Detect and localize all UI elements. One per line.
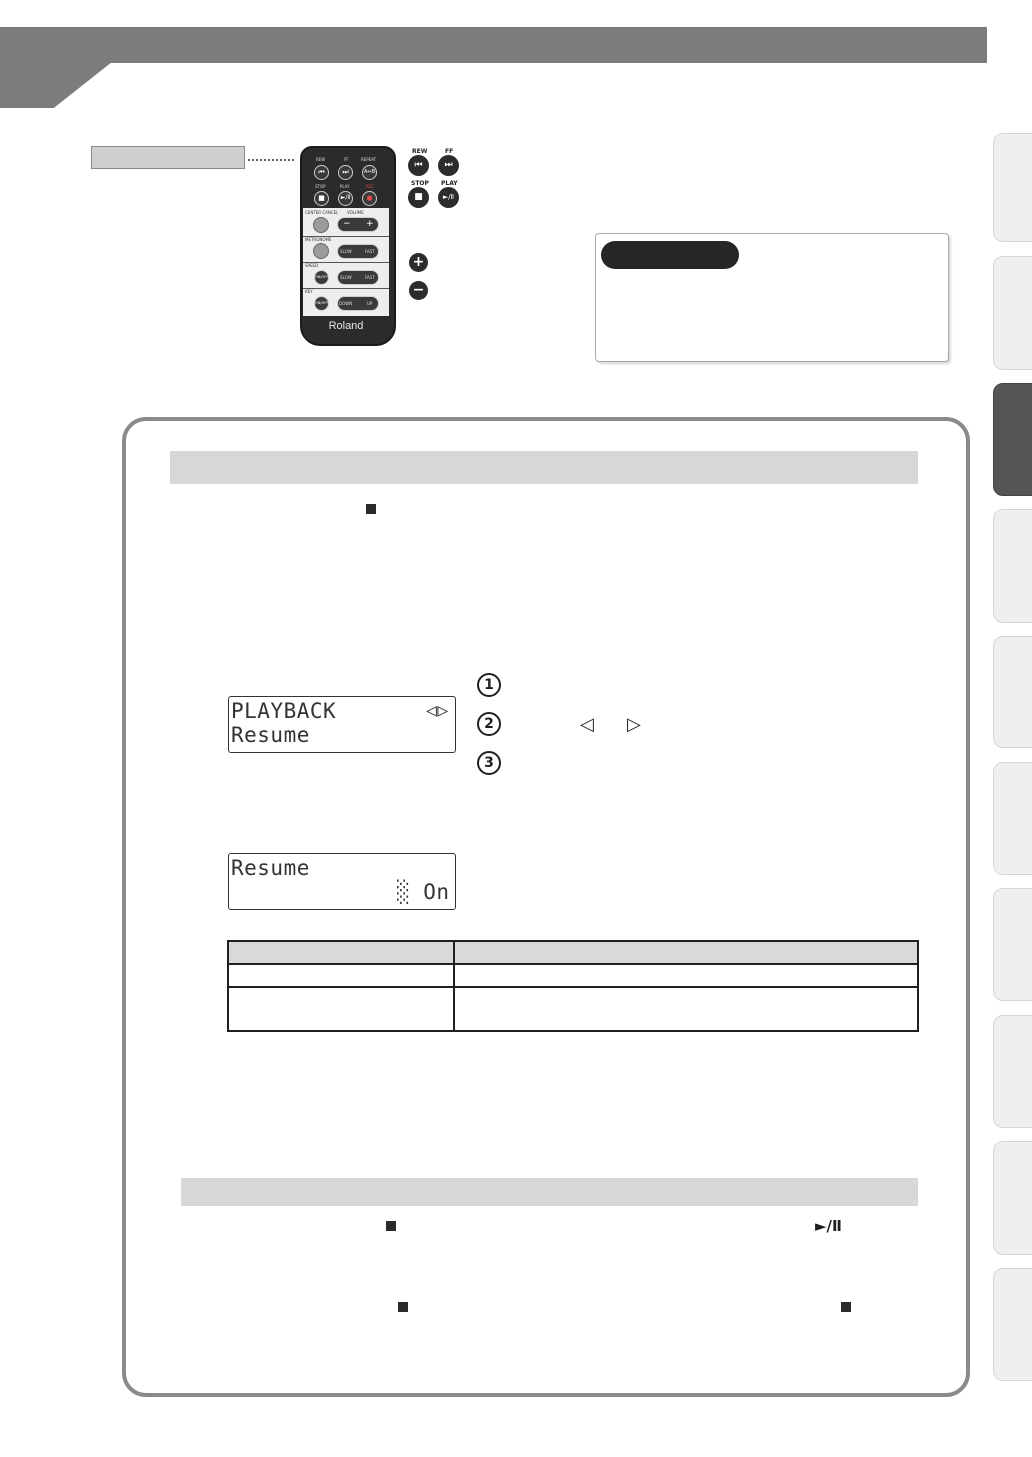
remote-volume-label: VOLUME — [347, 210, 364, 215]
table-row — [228, 964, 918, 987]
plus-button[interactable]: + — [409, 253, 428, 272]
side-tab-5[interactable] — [993, 636, 1032, 748]
side-tab-4[interactable] — [993, 509, 1032, 623]
remote-key-down[interactable]: DOWN — [339, 301, 353, 306]
table-cell — [228, 964, 454, 987]
lcd-line-2: ░ On — [397, 880, 450, 904]
ff-button[interactable]: ⏭ — [438, 155, 459, 176]
header-corner — [0, 62, 112, 108]
note-heading-pill — [601, 241, 739, 269]
right-arrow-icon: ▷ — [627, 714, 641, 735]
remote-key-onoff-button[interactable]: ON/OFF — [314, 296, 329, 311]
stop-square-icon — [386, 1221, 396, 1231]
remote-center-cancel-label: CENTER CANCEL — [305, 210, 339, 215]
table-header-cell — [228, 941, 454, 964]
side-tab-8[interactable] — [993, 1015, 1032, 1128]
lcd-line-1: PLAYBACK — [231, 699, 337, 723]
remote-speed-fast[interactable]: FAST — [365, 275, 375, 280]
side-tab-1[interactable] — [993, 133, 1032, 242]
table-header-cell — [454, 941, 918, 964]
rew-button[interactable]: ⏮ — [408, 155, 429, 176]
play-pause-button[interactable]: ►/Ⅱ — [438, 187, 459, 208]
step-number-1: 1 — [477, 673, 501, 697]
stop-button[interactable]: ■ — [408, 187, 429, 208]
header-bar — [0, 27, 987, 63]
lcd-display-playback — [228, 696, 456, 753]
stop-square-icon — [841, 1302, 851, 1312]
side-tab-3-active[interactable] — [993, 383, 1032, 496]
remote-ff-button[interactable]: ⏭ — [338, 165, 353, 180]
remote-repeat-label: REPEAT — [361, 157, 377, 162]
remote-key-label: KEY — [305, 289, 313, 294]
remote-speed-slow[interactable]: SLOW — [340, 275, 352, 280]
table-cell — [454, 964, 918, 987]
remote-metronome-slow[interactable]: SLOW — [340, 249, 352, 254]
step-number-3: 3 — [477, 751, 501, 775]
remote-speed-onoff-button[interactable]: ON/OFF — [314, 270, 329, 285]
table-row — [228, 987, 918, 1031]
remote-metronome-fast[interactable]: FAST — [365, 249, 375, 254]
remote-speed-label: SPEED — [305, 263, 319, 268]
remote-ab-repeat-button[interactable]: A↔B — [362, 165, 377, 180]
stop-label: STOP — [411, 180, 429, 187]
remote-volume-minus[interactable]: − — [343, 219, 351, 229]
stop-square-icon — [398, 1302, 408, 1312]
play-pause-icon: ►/Ⅱ — [815, 1217, 842, 1235]
side-tab-6[interactable] — [993, 762, 1032, 875]
left-arrow-icon: ◁ — [580, 714, 594, 735]
remote-rec-label: REC — [366, 184, 375, 189]
remote-divider — [303, 288, 389, 289]
minus-button[interactable]: − — [409, 281, 428, 300]
lcd-line-1: Resume — [231, 856, 310, 880]
remote-metronome-label: METRONOME — [305, 237, 332, 242]
table-cell — [228, 987, 454, 1031]
remote-rew-label: REW — [316, 157, 326, 162]
leader-line — [248, 159, 294, 161]
remote-play-button[interactable]: ►/Ⅱ — [338, 191, 353, 206]
lcd-arrows-icon: ◁▷ — [426, 700, 449, 721]
remote-key-up[interactable]: UP — [367, 301, 373, 306]
step-number-2: 2 — [477, 712, 501, 736]
lcd-display-resume — [228, 853, 456, 910]
section-heading-bar-resume — [170, 451, 918, 484]
remote-ff-label: FF — [344, 157, 349, 162]
remote-label-box — [91, 146, 245, 169]
remote-rew-button[interactable]: ⏮ — [314, 165, 329, 180]
remote-stop-button[interactable]: ■ — [314, 191, 329, 206]
table-cell — [454, 987, 918, 1031]
side-tab-10[interactable] — [993, 1268, 1032, 1381]
ff-label: FF — [445, 148, 454, 155]
play-label: PLAY — [441, 180, 458, 187]
remote-brand-logo: Roland — [328, 320, 364, 332]
side-tab-9[interactable] — [993, 1141, 1032, 1255]
rew-label: REW — [412, 148, 428, 155]
stop-square-icon — [366, 504, 376, 514]
settings-table — [227, 940, 919, 1032]
remote-stop-label: STOP — [315, 184, 326, 189]
side-tab-7[interactable] — [993, 888, 1032, 1001]
section-heading-bar-2 — [181, 1178, 918, 1206]
remote-play-label: PLAY — [340, 184, 350, 189]
remote-rec-button[interactable]: ● — [362, 191, 377, 206]
remote-center-cancel-button[interactable] — [313, 217, 329, 233]
remote-metronome-button[interactable] — [313, 243, 329, 259]
lcd-line-2: Resume — [231, 723, 310, 747]
remote-volume-plus[interactable]: + — [366, 219, 374, 229]
side-tab-2[interactable] — [993, 256, 1032, 370]
table-header-row — [228, 941, 918, 964]
